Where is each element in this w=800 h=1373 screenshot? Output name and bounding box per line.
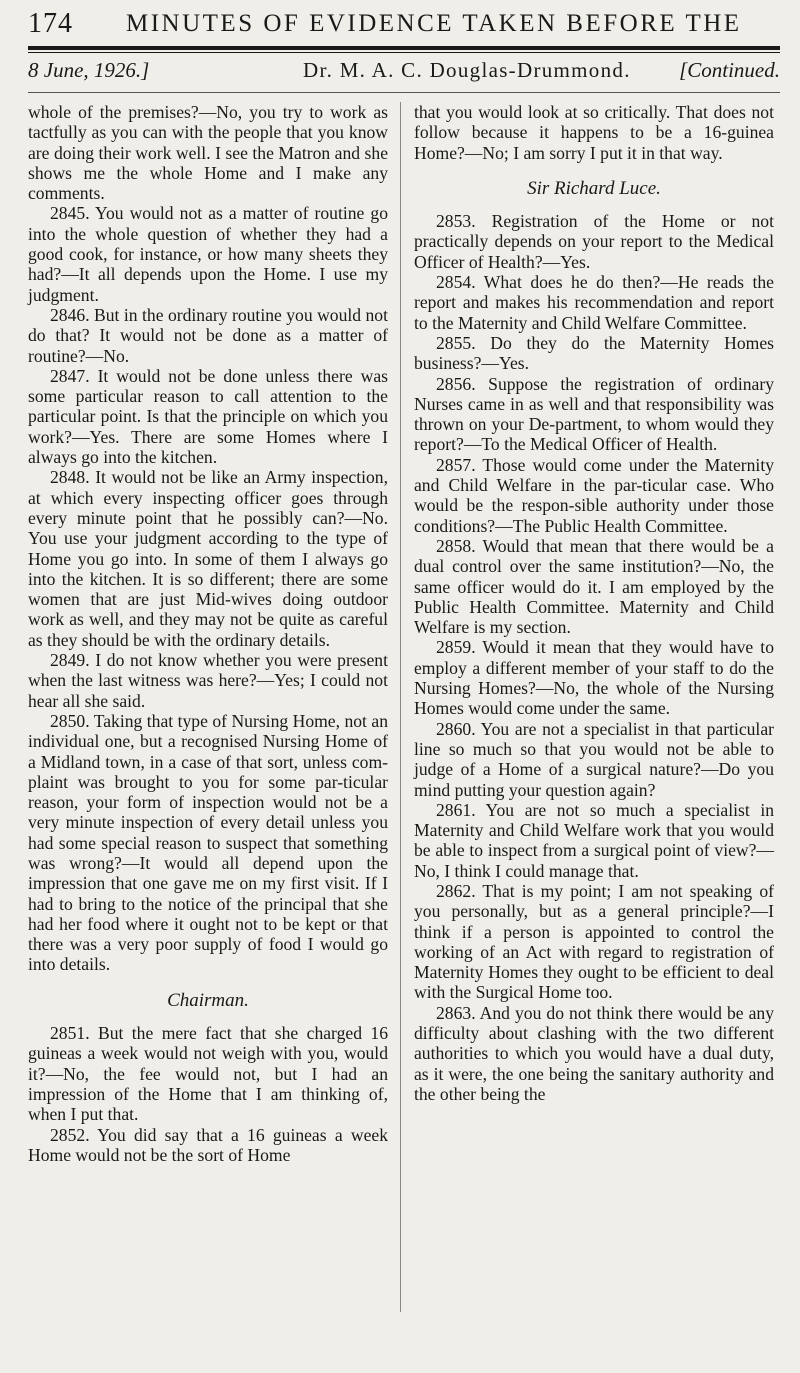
page-number: 174 <box>28 8 73 39</box>
paragraph: whole of the premises?—No, you try to work as tactfully as you can with the people that you know are doing their work well. I see the Matron and she shows me the whole Home and I make any comments. <box>28 102 388 204</box>
right-column <box>414 102 774 1104</box>
paragraph: 2858. Would that mean that there would be a dual control over the same institution?—No, the same officer would do it. I am employed by the Public Health Committee. Maternity and Child Welfare is my section. <box>414 535 774 638</box>
paragraph: 2854. What does he do then?—He reads the report and makes his recommendation and report to the Maternity and Child Welfare Committee. <box>414 272 774 333</box>
paragraph: 2855. Do they do the Maternity Homes business?—Yes. <box>414 332 774 374</box>
paragraph: 2853. Registration of the Home or not practically depends on your report to the Medical Officer of Health?—Yes. <box>414 211 774 272</box>
session-date: 8 June, 1926.] <box>28 58 150 82</box>
paragraph: 2861. You are not so much a specialist in Maternity and Child Welfare work that you would be able to inspect from a surgical point of view?—No, I think I could manage that. <box>414 799 774 881</box>
paragraph: 2845. You would not as a matter of routine go into the whole question of whether they had a good cook, for instance, or how many sheets they had?—It all depends upon the Home. I use my judgment. <box>28 203 388 305</box>
witness-name: Dr. M. A. C. Douglas-Drummond. <box>303 58 631 82</box>
paragraph: 2862. That is my point; I am not speaking of you personally, but as a general principle?—I think if a person is appointed to control the working of an Act with regard to registration of Maternity Homes they ought to be efficient to deal with the Surgical Home too. <box>414 880 774 1003</box>
paragraph: 2851. But the mere fact that she charged 16 guineas a week would not weigh with you, would it?—No, the fee would not, but I had an impression of the Home that I am thinking of, when I put that. <box>28 1023 388 1125</box>
continued-label: [Continued. <box>679 58 780 82</box>
header-rule-thick <box>28 46 780 50</box>
sub-header-rule <box>28 92 780 93</box>
header-rule-thin <box>28 52 780 53</box>
paragraph: 2848. It would not be like an Army inspection, at which every inspecting officer goes through every minute point that he possibly can?—No. You use your judgment according to the type of Home you go into. In some of them I always go into the kitchen. It is so different; there are some women that are just Mid-wives doing outdoor work as well, and they may not be quite as careful as they should be with the ordinary details. <box>28 467 388 650</box>
paragraph: that you would look at so critically. That does not follow because it happens to be a 16-guinea Home?—No; I am sorry I put it in that way. <box>414 102 774 163</box>
paragraph: 2857. Those would come under the Maternity and Child Welfare in the par-ticular case. Who would be the respon-sible authority under those conditions?—The Public Health Committee. <box>414 454 774 536</box>
paragraph: 2852. You did say that a 16 guineas a week Home would not be the sort of Home <box>28 1124 388 1165</box>
paragraph: 2850. Taking that type of Nursing Home, not an individual one, but a recognised Nursing Home of a Midland town, in a case of that sort, unless com-plaint was brought to you for some par-ticular reason, your form of inspection would not be a very minute inspection of every detail unless you had some special reason to suspect that something was wrong?—It would all depend upon the impression that one gave me on my first visit. If I had to bring to the notice of the principal that she had her food where it ought not to be kept or that there was a very poor supply of food I would go into details. <box>28 710 388 975</box>
running-title: MINUTES OF EVIDENCE TAKEN BEFORE THE <box>126 10 742 37</box>
paragraph: 2859. Would it mean that they would have to employ a different member of your staff to do the Nursing Homes?—No, the whole of the Nursing Homes would come under the same. <box>414 637 774 719</box>
speaker-heading: Chairman. <box>167 989 249 1011</box>
column-divider <box>400 102 401 1312</box>
paragraph: 2846. But in the ordinary routine you would not do that? It would not be done as a matter of routine?—No. <box>28 304 388 366</box>
paragraph: 2860. You are not a specialist in that particular line so much so that you would not be able to judge of a Home of a surgical nature?—Do you mind putting your question again? <box>414 718 774 800</box>
speaker-heading: Sir Richard Luce. <box>527 177 661 199</box>
paragraph: 2863. And you do not think there would be any difficulty about clashing with the two different authorities to which you would have a dual duty, as it were, the one being the sanitary authority and the other being the <box>414 1002 774 1104</box>
paragraph: 2849. I do not know whether you were present when the last witness was here?—Yes; I could not hear all she said. <box>28 650 388 711</box>
sub-header <box>28 58 780 90</box>
paragraph: 2856. Suppose the registration of ordinary Nurses came in as well and that responsibility was thrown on your De-partment, to whom would they report?—To the Medical Officer of Health. <box>414 373 774 455</box>
paragraph: 2847. It would not be done unless there was some particular reason to call attention to the particular point. Is that the principle on which you work?—Yes. There are some Homes where I always go into the kitchen. <box>28 365 388 468</box>
page-header <box>28 8 776 48</box>
left-column <box>28 102 388 1165</box>
